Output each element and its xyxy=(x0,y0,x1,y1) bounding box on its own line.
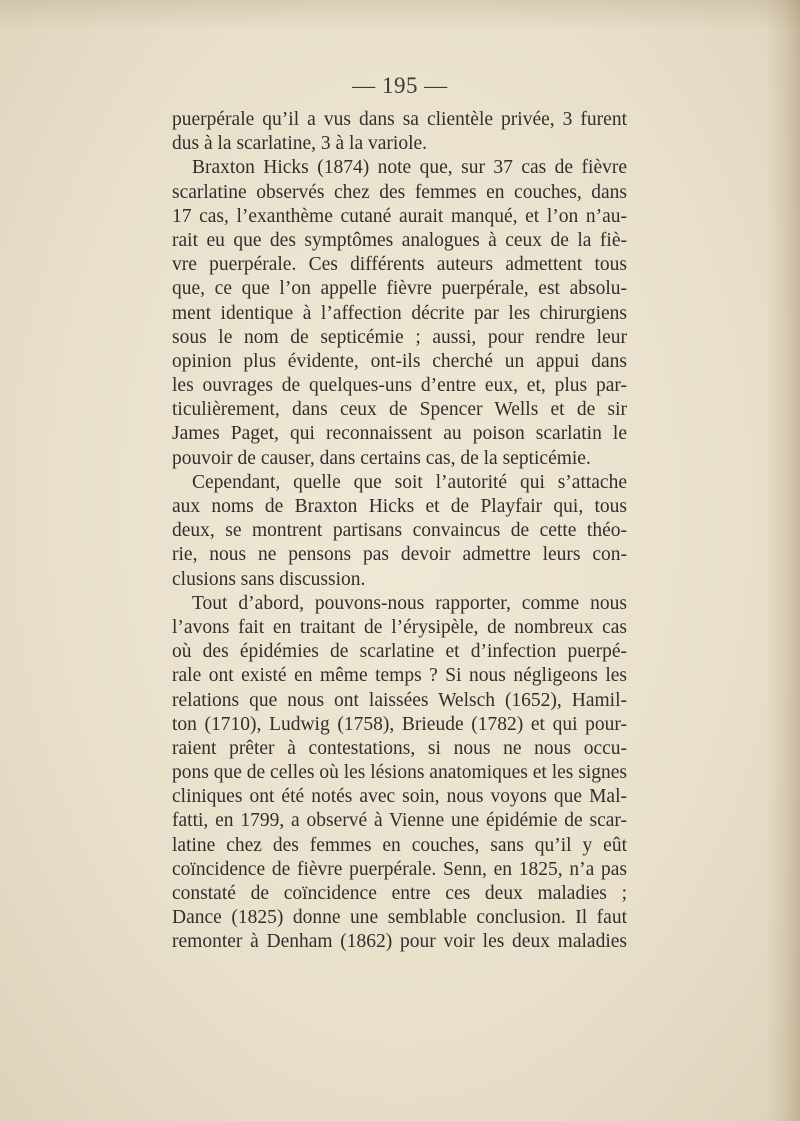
text-line: que, ce que l’on appelle fièvre puerpérale, est absolu- xyxy=(172,278,627,300)
text-line: dus à la scarlatine, 3 à la variole. xyxy=(172,133,428,155)
text-line: 17 cas, l’exanthème cutané aurait manqué, et l’on n’au- xyxy=(172,205,627,227)
body-text xyxy=(172,108,627,955)
page-number: — 195 — xyxy=(352,73,448,98)
text-line: fatti, en 1799, a observé à Vienne une épidémie de scar- xyxy=(172,810,627,832)
text-line: scarlatine observés chez des femmes en couches, dans xyxy=(172,181,627,203)
text-line: Dance (1825) donne une semblable conclusion. Il faut xyxy=(172,907,627,929)
text-line: deux, se montrent partisans convaincus de cette théo- xyxy=(172,520,627,542)
text-line: puerpérale qu’il a vus dans sa clientèle privée, 3 furent xyxy=(172,109,627,130)
text-line: James Paget, qui reconnaissent au poison scarlatin le xyxy=(172,423,627,445)
text-line: cliniques ont été notés avec soin, nous voyons que Mal- xyxy=(172,786,627,808)
text-line: relations que nous ont laissées Welsch (1652), Hamil- xyxy=(172,689,627,711)
text-line: sous le nom de septicémie ; aussi, pour rendre leur xyxy=(172,326,627,348)
page-shadow-right xyxy=(766,0,800,1121)
text-line: ment identique à l’affection décrite par les chirurgiens xyxy=(172,302,627,324)
text-line: clusions sans discussion. xyxy=(172,568,366,590)
text-line: rale ont existé en même temps ? Si nous négligeons les xyxy=(172,665,627,687)
text-line: constaté de coïncidence entre ces deux maladies ; xyxy=(172,883,627,904)
text-line: ticulièrement, dans ceux de Spencer Wells et de sir xyxy=(172,399,627,421)
text-line: coïncidence de fièvre puerpérale. Senn, en 1825, n’a pas xyxy=(172,858,627,880)
text-line: opinion plus évidente, ont-ils cherché un appui dans xyxy=(172,350,627,372)
text-line: ton (1710), Ludwig (1758), Brieude (1782) et qui pour- xyxy=(172,713,627,735)
text-line: vre puerpérale. Ces différents auteurs admettent tous xyxy=(172,254,627,276)
text-line: Braxton Hicks (1874) note que, sur 37 cas de fièvre xyxy=(192,157,627,179)
text-line: aux noms de Braxton Hicks et de Playfair qui, tous xyxy=(172,496,627,517)
page-shadow-top xyxy=(0,0,800,30)
text-line: rie, nous ne pensons pas devoir admettre leurs con- xyxy=(172,544,627,566)
text-line: les ouvrages de quelques-uns d’entre eux, et, plus par- xyxy=(172,375,627,397)
text-line: latine chez des femmes en couches, sans qu’il y eût xyxy=(172,834,627,856)
text-line: remonter à Denham (1862) pour voir les deux maladies xyxy=(172,931,627,953)
text-line: rait eu que des symptômes analogues à ceux de la fiè- xyxy=(172,229,627,251)
text-line: pons que de celles où les lésions anatomiques et les signes xyxy=(172,762,627,784)
text-line: raient prêter à contestations, si nous ne nous occu- xyxy=(172,737,627,759)
text-line: pouvoir de causer, dans certains cas, de la septicémie. xyxy=(172,447,591,469)
text-line: Cependant, quelle que soit l’autorité qui s’attache xyxy=(192,471,627,493)
text-line: où des épidémies de scarlatine et d’infection puerpé- xyxy=(172,641,627,663)
text-line: l’avons fait en traitant de l’érysipèle, de nombreux cas xyxy=(172,616,627,638)
text-line: Tout d’abord, pouvons-nous rapporter, comme nous xyxy=(192,592,627,614)
